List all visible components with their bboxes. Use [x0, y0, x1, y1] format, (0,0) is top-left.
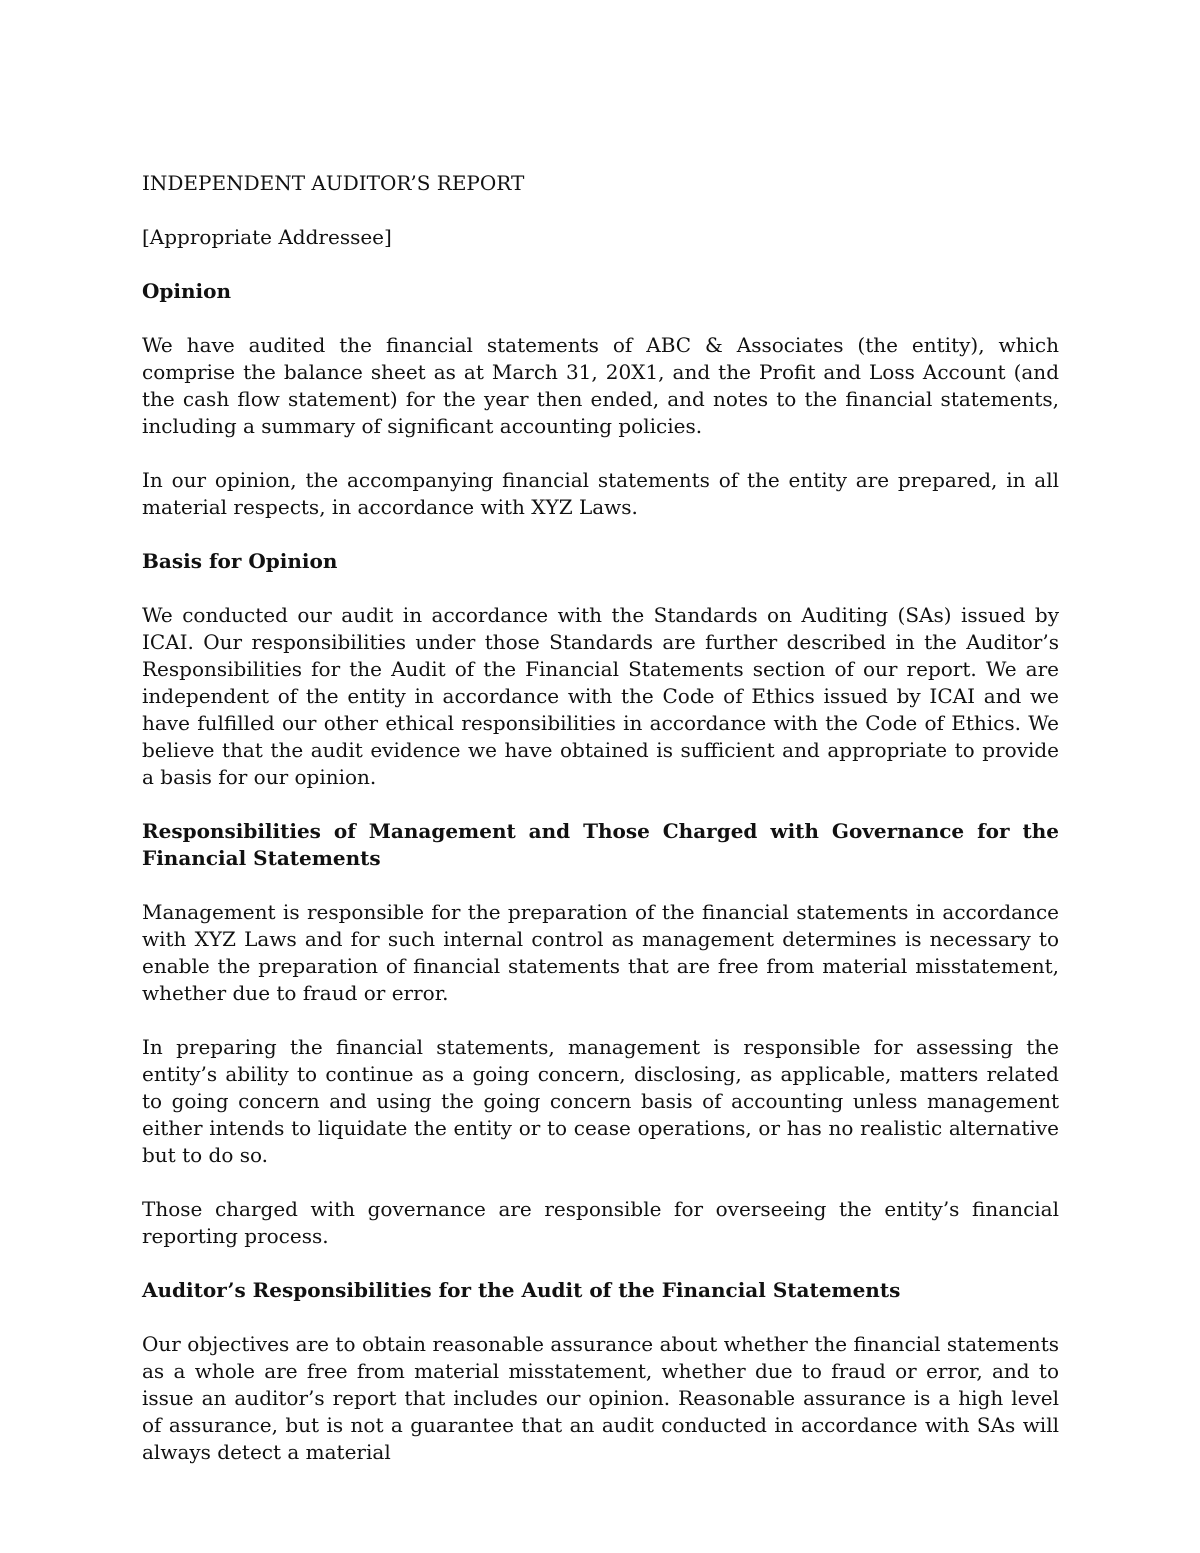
management-paragraph-3: Those charged with governance are responsible for overseeing the entity’s financial reporting process.: [142, 1197, 1059, 1248]
addressee: [Appropriate Addressee]: [142, 225, 392, 249]
management-paragraph-2: In preparing the financial statements, management is responsible for assessing the entity’s ability to continue as a going concern, disclosing, as applicable, matters related to going concern and using the going concern basis of accounting unless management either intends to liquidate the entity or to cease operations, or has no realistic alternative but to do so.: [142, 1035, 1059, 1167]
section-heading-auditor-responsibilities: Auditor’s Responsibilities for the Audit of the Financial Statements: [142, 1278, 901, 1302]
basis-paragraph-1: We conducted our audit in accordance with the Standards on Auditing (SAs) issued by ICAI. Our responsibilities under those Standards are further described in the Auditor’s Responsibilities for the Audit of the Financial Statements section of our report. We are independent of the entity in accordance with the Code of Ethics issued by ICAI and we have fulfilled our other ethical responsibilities in accordance with the Code of Ethics. We believe that the audit evidence we have obtained is sufficient and appropriate to provide a basis for our opinion.: [142, 603, 1059, 789]
section-heading-management-responsibilities: Responsibilities of Management and Those Charged with Governance for the Financial Statements: [142, 819, 1059, 870]
section-heading-opinion: Opinion: [142, 279, 232, 303]
report-title: INDEPENDENT AUDITOR’S REPORT: [142, 171, 525, 195]
opinion-paragraph-1: We have audited the financial statements of ABC & Associates (the entity), which comprise the balance sheet as at March 31, 20X1, and the Profit and Loss Account (and the cash flow statement) for the year then ended, and notes to the financial statements, including a summary of significant accounting policies.: [142, 333, 1059, 438]
management-paragraph-1: Management is responsible for the preparation of the financial statements in accordance with XYZ Laws and for such internal control as management determines is necessary to enable the preparation of financial statements that are free from material misstatement, whether due to fraud or error.: [142, 900, 1059, 1005]
section-heading-basis-for-opinion: Basis for Opinion: [142, 549, 338, 573]
document-page: [142, 170, 1059, 1466]
opinion-paragraph-2: In our opinion, the accompanying financial statements of the entity are prepared, in all material respects, in accordance with XYZ Laws.: [142, 468, 1059, 519]
auditor-paragraph-1: Our objectives are to obtain reasonable assurance about whether the financial statements as a whole are free from material misstatement, whether due to fraud or error, and to issue an auditor’s report that includes our opinion. Reasonable assurance is a high level of assurance, but is not a guarantee that an audit conducted in accordance with SAs will always detect a material: [142, 1332, 1059, 1464]
